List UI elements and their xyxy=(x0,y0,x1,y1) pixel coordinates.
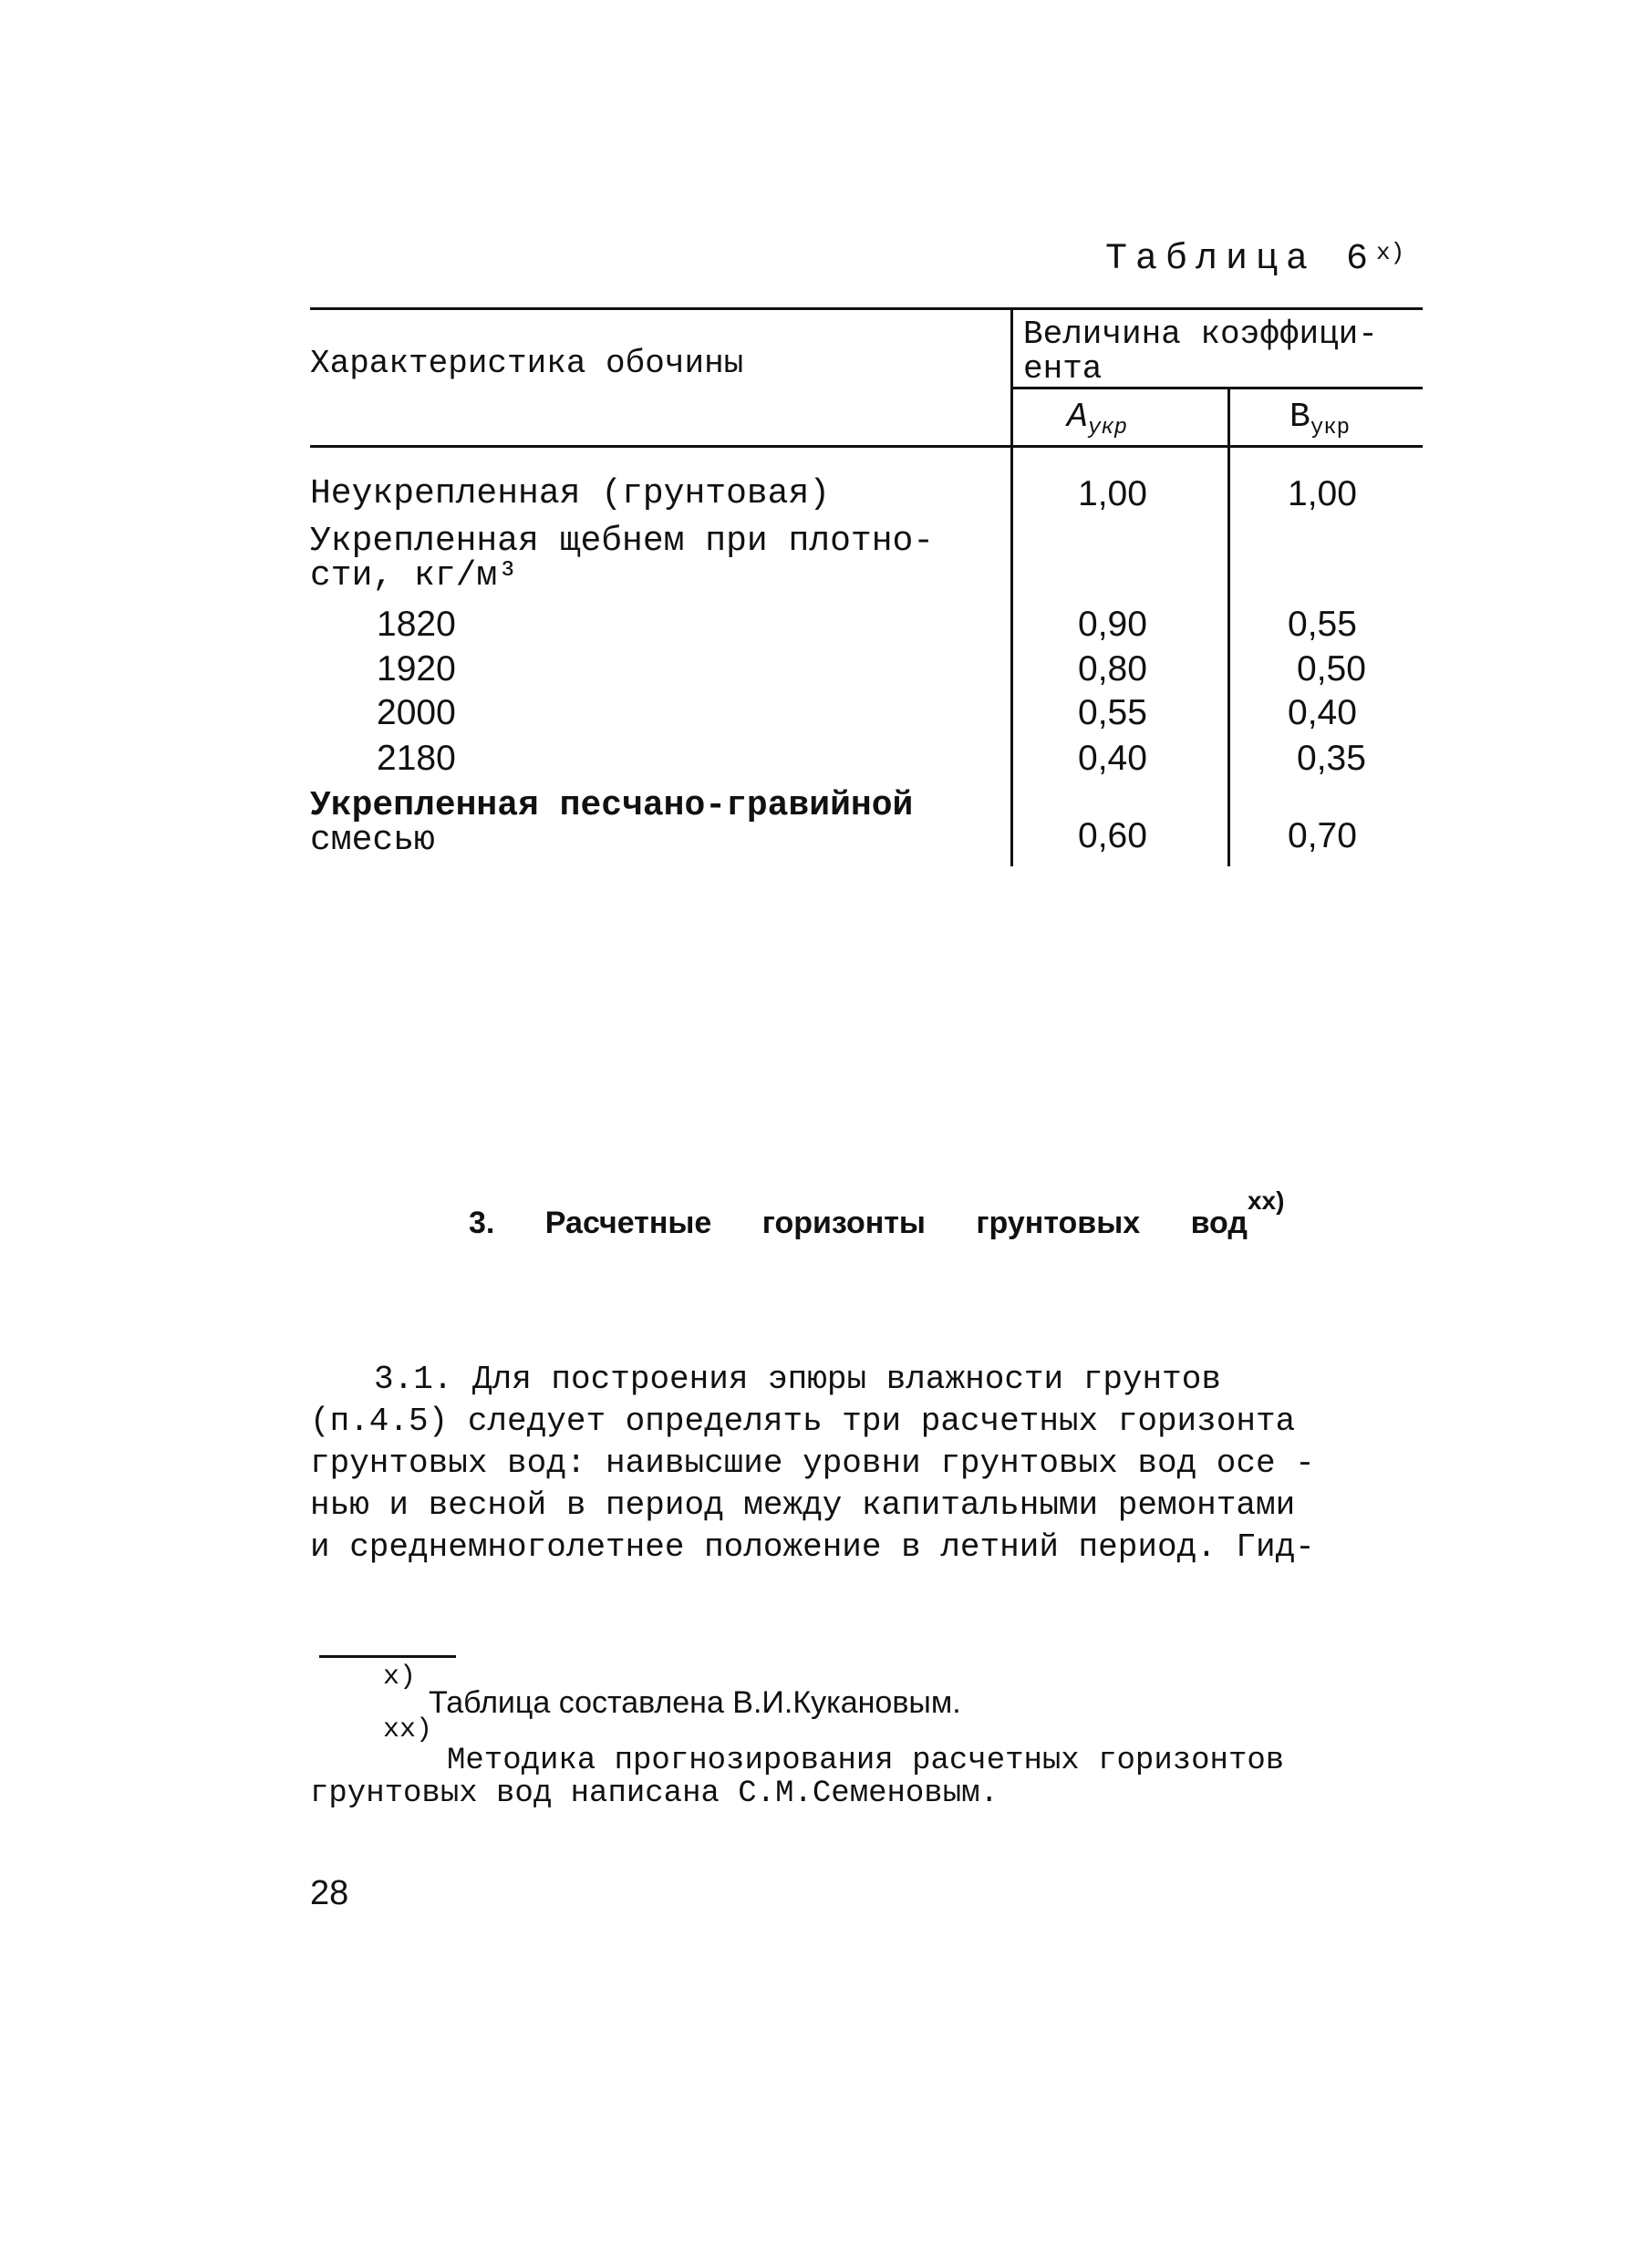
paragraph-line: и среднемноголетнее положение в летний период. Гид- xyxy=(310,1528,1315,1566)
section-heading xyxy=(469,1186,1285,1241)
row-value-a: 0,90 xyxy=(1078,605,1147,644)
row-label: Неукрепленная (грунтовая) xyxy=(310,474,831,513)
table-top-rule xyxy=(310,307,1423,310)
header-b-ukr xyxy=(1289,398,1351,440)
row-label: 1820 xyxy=(377,605,456,644)
header-coefficient-line1: Величина коэффици- xyxy=(1023,316,1378,353)
table-caption-text: Таблица 6 xyxy=(1105,239,1377,280)
table-col-divider-2 xyxy=(1227,387,1230,866)
paragraph-line: нью и весной в период между капитальными ремонтами xyxy=(310,1486,1296,1524)
table-caption-note-mark: x) xyxy=(1376,239,1405,266)
row-label: Укрепленная щебнем при плотно- xyxy=(310,522,935,561)
table-caption xyxy=(1105,239,1404,280)
a-symbol: A xyxy=(1067,398,1088,437)
row-label-cont: сти, кг/м³ xyxy=(310,556,519,595)
row-value-b: 0,50 xyxy=(1297,649,1366,689)
b-symbol: B xyxy=(1289,398,1310,437)
row-value-b: 0,40 xyxy=(1288,693,1357,732)
b-subscript: укр xyxy=(1310,416,1351,440)
table-header-bottom-rule xyxy=(310,445,1423,448)
header-characteristic: Характеристика обочины xyxy=(310,345,744,382)
row-value-a: 0,55 xyxy=(1078,693,1147,732)
table-col-divider-1 xyxy=(1010,307,1013,866)
row-value-a: 1,00 xyxy=(1078,474,1147,513)
header-a-ukr xyxy=(1067,398,1128,440)
section-heading-text: 3. Расчетные горизонты грунтовых вод xyxy=(469,1206,1248,1240)
paragraph-line: (п.4.5) следует определять три расчетных горизонта xyxy=(310,1403,1296,1440)
paragraph-line: 3.1. Для построения эпюры влажности грунтов xyxy=(374,1361,1221,1398)
page-number: 28 xyxy=(310,1874,349,1912)
row-value-a: 0,40 xyxy=(1078,739,1147,778)
row-value-b: 0,35 xyxy=(1297,739,1366,778)
paragraph-line: грунтовых вод: наивысшие уровни грунтовых вод осе - xyxy=(310,1445,1315,1482)
footnote-mark: xx) xyxy=(383,1714,433,1745)
header-coefficient-line2: ента xyxy=(1023,350,1103,388)
row-label: Укрепленная песчано-гравийной xyxy=(310,786,914,825)
row-value-a: 0,80 xyxy=(1078,649,1147,689)
a-subscript: укр xyxy=(1087,416,1128,440)
row-label: 2180 xyxy=(377,739,456,778)
row-label: 2000 xyxy=(377,693,456,732)
row-label: 1920 xyxy=(377,649,456,689)
footnote-text: Таблица составлена В.И.Кукановым. xyxy=(429,1685,961,1720)
footnote-text: Методика прогнозирования расчетных горизонтов xyxy=(447,1744,1285,1778)
row-label-cont: смесью xyxy=(310,821,435,860)
footnote-text-cont: грунтовых вод написана С.М.Семеновым. xyxy=(310,1776,999,1811)
footnote-mark: x) xyxy=(383,1662,417,1693)
row-value-a: 0,60 xyxy=(1078,816,1147,855)
footnote-rule xyxy=(319,1655,456,1658)
row-value-b: 1,00 xyxy=(1288,474,1357,513)
row-value-b: 0,70 xyxy=(1288,816,1357,855)
section-heading-note-mark: xx) xyxy=(1247,1186,1285,1215)
row-value-b: 0,55 xyxy=(1288,605,1357,644)
